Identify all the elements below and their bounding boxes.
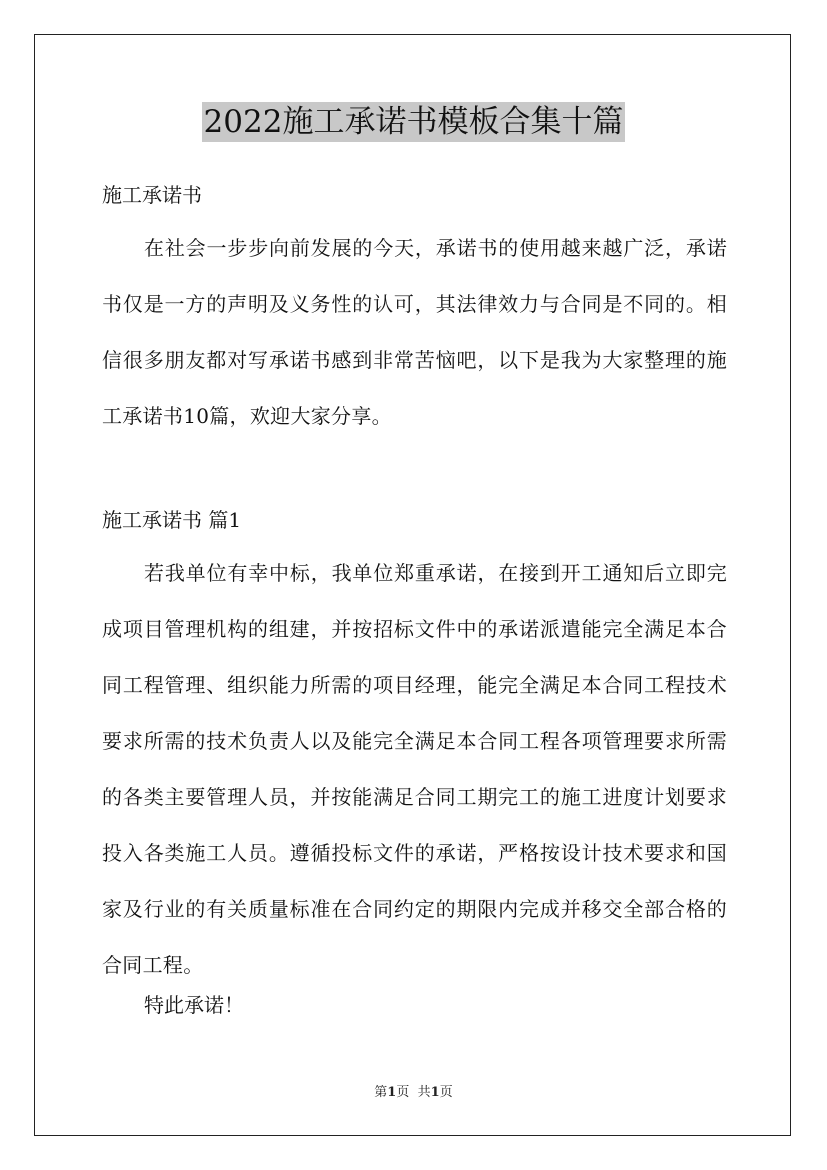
document-title: 2022施工承诺书模板合集十篇 — [203, 104, 624, 140]
page-footer — [0, 1085, 827, 1101]
section-paragraph: 若我单位有幸中标，我单位郑重承诺，在接到开工通知后立即完成项目管理机构的组建，并按招标文件中的承诺派遣能完全满足本合同工程管理、组织能力所需的项目经理，能完全满足本合同工程技术要求所需的技术负责人以及能完全满足本合同工程各项管理要求所需的各类主要管理人员，并按能满足合同工期完工的施工进度计划要求投入各类施工人员。遵循投标文件的承诺，严格按设计技术要求和国家及行业的有关质量标准在合同约定的期限内完成并移交全部合格的合同工程。 — [102, 561, 727, 977]
total-number: 1 — [430, 1085, 440, 1100]
section-heading: 施工承诺书 篇1 — [102, 508, 242, 532]
title-container — [0, 102, 827, 142]
intro-paragraph: 在社会一步步向前发展的今天，承诺书的使用越来越广泛，承诺书仅是一方的声明及义务性的认可，其法律效力与合同是不同的。相信很多朋友都对写承诺书感到非常苦恼吧，以下是我为大家整理的施工承诺书10篇，欢迎大家分享。 — [102, 236, 727, 428]
total-suffix: 页 — [439, 1085, 453, 1100]
page-number: 1 — [387, 1085, 397, 1100]
page-prefix: 第 — [374, 1085, 388, 1100]
total-prefix: 共 — [417, 1085, 431, 1100]
closing-text: 特此承诺！ — [144, 993, 244, 1017]
page-suffix: 页 — [396, 1085, 410, 1100]
intro-heading: 施工承诺书 — [102, 183, 202, 207]
